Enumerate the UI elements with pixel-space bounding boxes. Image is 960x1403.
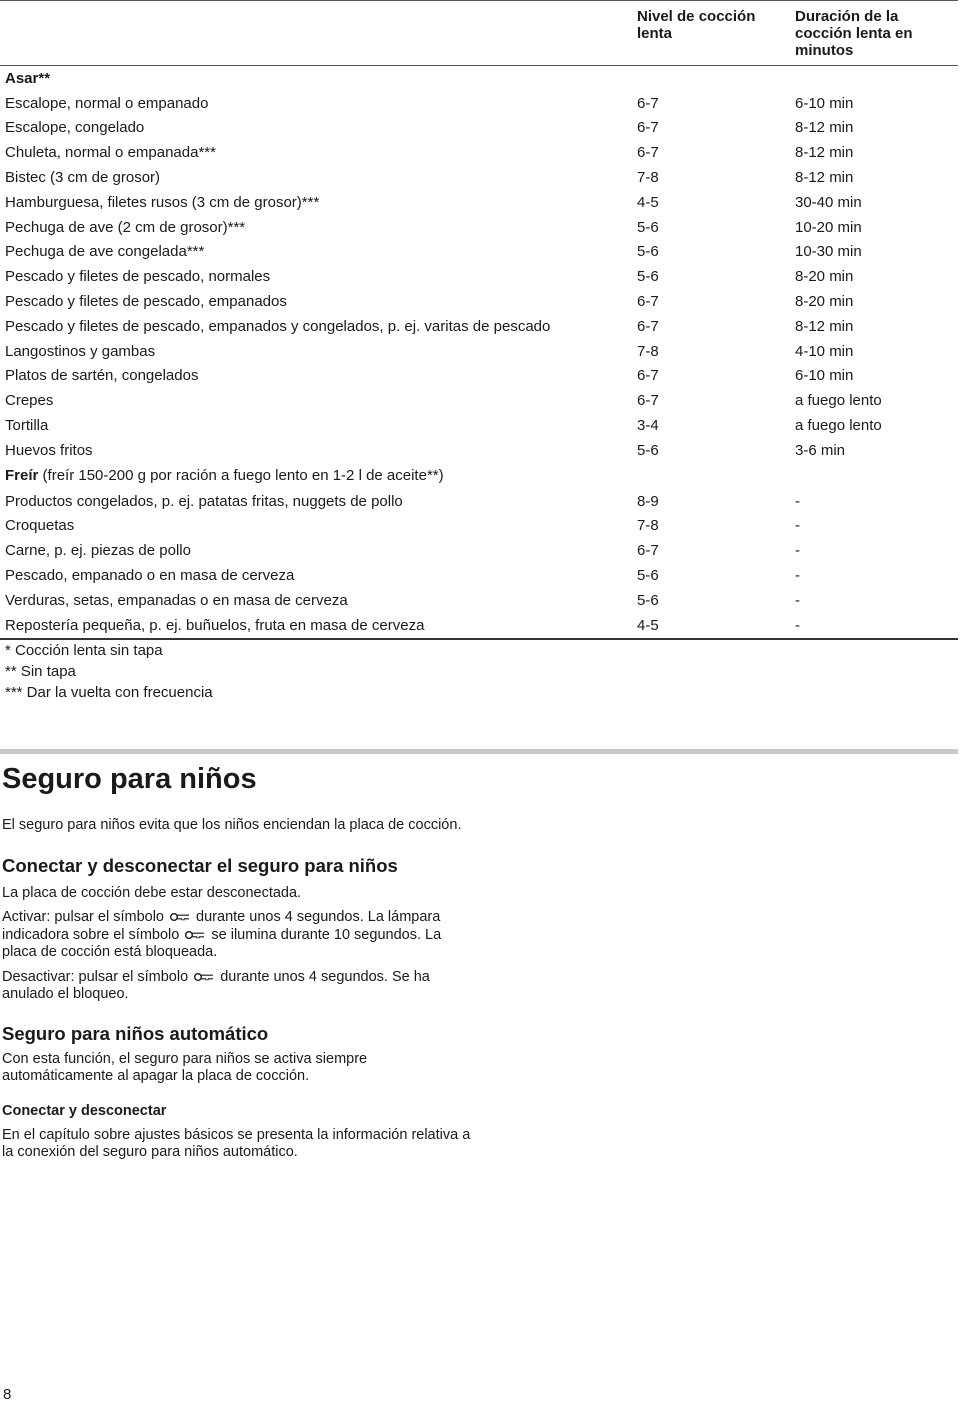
level-cell: 6-7 <box>637 94 659 112</box>
duration-cell: 3-6 min <box>795 441 846 459</box>
footnote: *** Dar la vuelta con frecuencia <box>5 684 213 701</box>
food-cell: Escalope, normal o empanado <box>5 94 209 112</box>
table-row <box>0 339 958 364</box>
footnote: * Cocción lenta sin tapa <box>5 642 163 659</box>
level-cell: 3-4 <box>637 417 659 435</box>
duration-cell: 8-12 min <box>795 317 854 335</box>
table-row <box>0 563 958 588</box>
level-cell: 6-7 <box>637 542 659 560</box>
level-cell: 5-6 <box>637 591 659 609</box>
duration-cell: 4-10 min <box>795 342 854 360</box>
table-row <box>0 489 958 514</box>
section-label-bold: Asar** <box>5 69 51 87</box>
table-section-row <box>0 66 958 91</box>
duration-cell: - <box>795 591 800 609</box>
duration-cell: 8-20 min <box>795 293 854 311</box>
food-cell: Crepes <box>5 392 54 410</box>
food-cell: Pescado y filetes de pescado, empanados y congelados, p. ej. varitas de pescado <box>5 317 551 335</box>
food-cell: Pechuga de ave congelada*** <box>5 243 205 261</box>
table-row <box>0 190 958 215</box>
duration-cell: - <box>795 616 800 634</box>
food-cell: Platos de sartén, congelados <box>5 367 199 385</box>
subsection-title-small: Conectar y desconectar <box>2 1102 167 1119</box>
paragraph: La placa de cocción debe estar desconectada. <box>2 884 302 901</box>
cooking-table <box>0 0 958 640</box>
table-row <box>0 538 958 563</box>
level-cell: 5-6 <box>637 567 659 585</box>
duration-cell: 8-20 min <box>795 268 854 286</box>
duration-cell: - <box>795 567 800 585</box>
level-cell: 8-9 <box>637 492 659 510</box>
section-label <box>0 66 958 91</box>
subsection-title: Seguro para niños automático <box>2 1022 269 1044</box>
food-cell: Hamburguesa, filetes rusos (3 cm de grosor)*** <box>5 193 320 211</box>
table-row <box>0 588 958 613</box>
level-cell: 6-7 <box>637 119 659 137</box>
table-row <box>0 413 958 438</box>
level-cell: 5-6 <box>637 268 659 286</box>
text-span: se ilumina durante 10 segundos. La placa de cocción está bloqueada. <box>2 926 442 960</box>
paragraph: Con esta función, el seguro para niños se activa siempre automáticamente al apagar la placa de cocción. <box>2 1050 368 1084</box>
footnote: ** Sin tapa <box>5 663 76 680</box>
key-icon <box>170 912 190 922</box>
table-row <box>0 165 958 190</box>
food-cell: Verduras, setas, empanadas o en masa de cerveza <box>5 591 348 609</box>
food-cell: Chuleta, normal o empanada*** <box>5 144 216 162</box>
level-cell: 7-8 <box>637 342 659 360</box>
subsection-title: Conectar y desconectar el seguro para niños <box>2 854 398 876</box>
duration-cell: 8-12 min <box>795 169 854 187</box>
duration-cell: a fuego lento <box>795 392 882 410</box>
header-food <box>0 1 632 66</box>
section-label-note: (freír 150-200 g por ración a fuego lento en 1-2 l de aceite**) <box>42 467 444 485</box>
level-cell: 4-5 <box>637 193 659 211</box>
duration-cell: 8-12 min <box>795 144 854 162</box>
header-duration: Duración de la cocción lenta en minutos <box>795 8 913 59</box>
table-row <box>0 215 958 240</box>
duration-cell: 10-20 min <box>795 218 862 236</box>
table-row <box>0 140 958 165</box>
level-cell: 7-8 <box>637 517 659 535</box>
key-icon <box>194 972 214 982</box>
page-number: 8 <box>3 1386 12 1403</box>
child-lock-section <box>2 760 472 1162</box>
table-row <box>0 116 958 141</box>
duration-cell: - <box>795 517 800 535</box>
table-row <box>0 264 958 289</box>
paragraph-deactivate <box>2 969 472 1004</box>
food-cell: Repostería pequeña, p. ej. buñuelos, fruta en masa de cerveza <box>5 616 425 634</box>
table-row <box>0 388 958 413</box>
food-cell: Pescado y filetes de pescado, normales <box>5 268 271 286</box>
duration-cell: 30-40 min <box>795 193 862 211</box>
table-header-row <box>0 1 958 66</box>
text-span: durante unos 4 segundos. La lámpara indicadora sobre el símbolo <box>2 909 441 943</box>
cooking-table-container <box>0 0 958 640</box>
paragraph: En el capítulo sobre ajustes básicos se presenta la información relativa a la conexión del seguro para niños automático. <box>2 1126 471 1160</box>
section-title: Seguro para niños <box>2 763 257 795</box>
duration-cell: - <box>795 542 800 560</box>
text-span: durante unos 4 segundos. Se ha anulado el bloqueo. <box>2 968 430 1002</box>
table-body <box>0 66 958 639</box>
level-cell: 5-6 <box>637 243 659 261</box>
food-cell: Pescado y filetes de pescado, empanados <box>5 293 287 311</box>
level-cell: 6-7 <box>637 293 659 311</box>
duration-cell: - <box>795 492 800 510</box>
food-cell: Pechuga de ave (2 cm de grosor)*** <box>5 218 246 236</box>
header-level: Nivel de cocción lenta <box>637 8 756 42</box>
food-cell: Productos congelados, p. ej. patatas fritas, nuggets de pollo <box>5 492 403 510</box>
duration-cell: 6-10 min <box>795 94 854 112</box>
section-intro: El seguro para niños evita que los niños enciendan la placa de cocción. <box>2 817 462 833</box>
food-cell: Carne, p. ej. piezas de pollo <box>5 542 191 560</box>
duration-cell: 6-10 min <box>795 367 854 385</box>
duration-cell: a fuego lento <box>795 417 882 435</box>
table-row <box>0 438 958 463</box>
table-row <box>0 314 958 339</box>
level-cell: 5-6 <box>637 441 659 459</box>
level-cell: 5-6 <box>637 218 659 236</box>
table-section-row <box>0 463 958 489</box>
section-label <box>0 463 958 489</box>
table-row <box>0 613 958 639</box>
level-cell: 6-7 <box>637 144 659 162</box>
section-divider <box>0 749 958 754</box>
table-row <box>0 514 958 539</box>
food-cell: Huevos fritos <box>5 441 93 459</box>
food-cell: Escalope, congelado <box>5 119 145 137</box>
duration-cell: 8-12 min <box>795 119 854 137</box>
footnotes <box>5 640 213 703</box>
level-cell: 6-7 <box>637 367 659 385</box>
table-row <box>0 240 958 265</box>
level-cell: 6-7 <box>637 317 659 335</box>
table-row <box>0 91 958 116</box>
food-cell: Croquetas <box>5 517 75 535</box>
paragraph-activate <box>2 909 472 962</box>
level-cell: 7-8 <box>637 169 659 187</box>
level-cell: 6-7 <box>637 392 659 410</box>
duration-cell: 10-30 min <box>795 243 862 261</box>
section-label-bold: Freír <box>5 467 39 485</box>
table-row <box>0 364 958 389</box>
food-cell: Tortilla <box>5 417 49 435</box>
key-icon <box>185 930 205 940</box>
table-row <box>0 289 958 314</box>
level-cell: 4-5 <box>637 616 659 634</box>
text-span: Desactivar: pulsar el símbolo <box>2 968 189 985</box>
text-span: Activar: pulsar el símbolo <box>2 909 164 925</box>
food-cell: Langostinos y gambas <box>5 342 156 360</box>
food-cell: Pescado, empanado o en masa de cerveza <box>5 567 295 585</box>
food-cell: Bistec (3 cm de grosor) <box>5 169 161 187</box>
